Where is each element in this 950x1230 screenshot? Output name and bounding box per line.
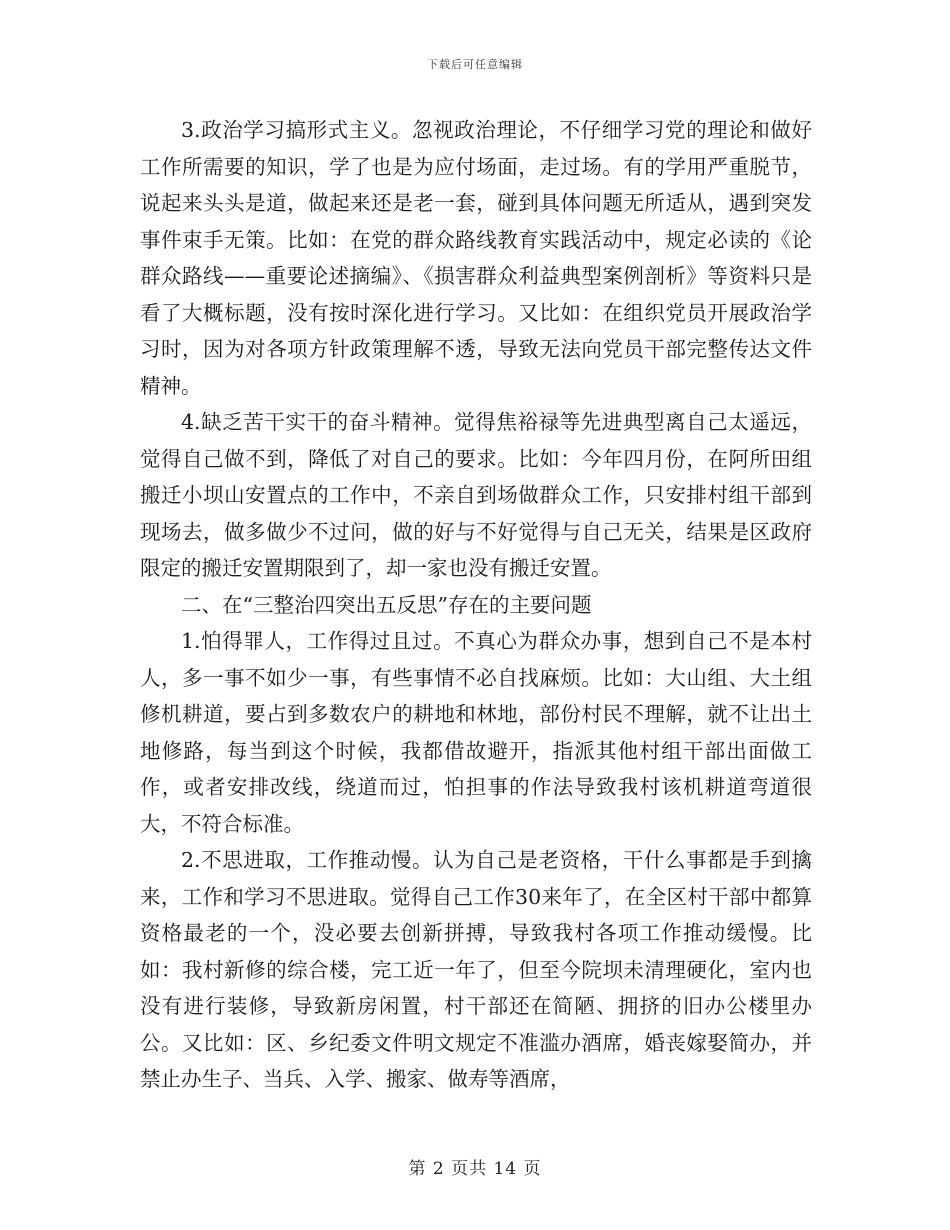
paragraph-afraid-offend: 1.怕得罪人，工作得过且过。不真心为群众办事，想到自己不是本村人，多一事不如少一事，有些事情不必自找麻烦。比如：大山组、大土组修机耕道，要占到多数农户的耕地和林地，部份村民不理解，就不让出土地修路，每当到这个时候，我都借故避开，指派其他村组干部出面做工作，或者安排改线，绕道而过，怕担事的作法导致我村该机耕道弯道很大，不符合标准。 bbox=[140, 629, 812, 836]
section-heading-main-problems: 二、在“三整治四突出五反思”存在的主要问题 bbox=[181, 592, 592, 617]
paragraph-political-study: 3.政治学习搞形式主义。忽视政治理论，不仔细学习党的理论和做好工作所需要的知识，学了也是为应付场面，走过场。有的学用严重脱节，说起来头头是道，做起来还是老一套，碰到具体问题无所适从，遇到突发事件束手无策。比如：在党的群众路线教育实践活动中，规定必读的《论群众路线——重要论述摘编》、《损害群众利益典型案例剖析》等资料只是看了大概标题，没有按时深化进行学习。又比如：在组织党员开展政治学习时，因为对各项方针政策理解不透，导致无法向党员干部完整传达文件精神。 bbox=[140, 118, 812, 398]
page-number-footer: 第 2 页共 14 页 bbox=[408, 1159, 542, 1179]
body-text bbox=[140, 112, 812, 1098]
paragraph-no-progress: 2.不思进取，工作推动慢。认为自己是老资格，干什么事都是手到擒来，工作和学习不思进取。觉得自己工作30来年了，在全区村干部中都算资格最老的一个，没必要去创新拼搏，导致我村各项工作推动缓慢。比如：我村新修的综合楼，完工近一年了，但至今院坝未清理硬化，室内也没有进行装修，导致新房闲置，村干部还在简陋、拥挤的旧办公楼里办公。又比如：区、乡纪委文件明文规定不准滥办酒席，婚丧嫁娶简办，并禁止办生子、当兵、入学、搬家、做寿等酒席， bbox=[140, 848, 812, 1091]
paragraph-hardworking-spirit: 4.缺乏苦干实干的奋斗精神。觉得焦裕禄等先进典型离自己太遥远，觉得自己做不到，降低了对自己的要求。比如：今年四月份，在阿所田组搬迁小坝山安置点的工作中，不亲自到场做群众工作，只安排村组干部到现场去，做多做少不过问，做的好与不好觉得与自己无关，结果是区政府限定的搬迁安置期限到了，却一家也没有搬迁安置。 bbox=[140, 410, 812, 580]
header-note: 下载后可任意编辑 bbox=[427, 58, 523, 71]
